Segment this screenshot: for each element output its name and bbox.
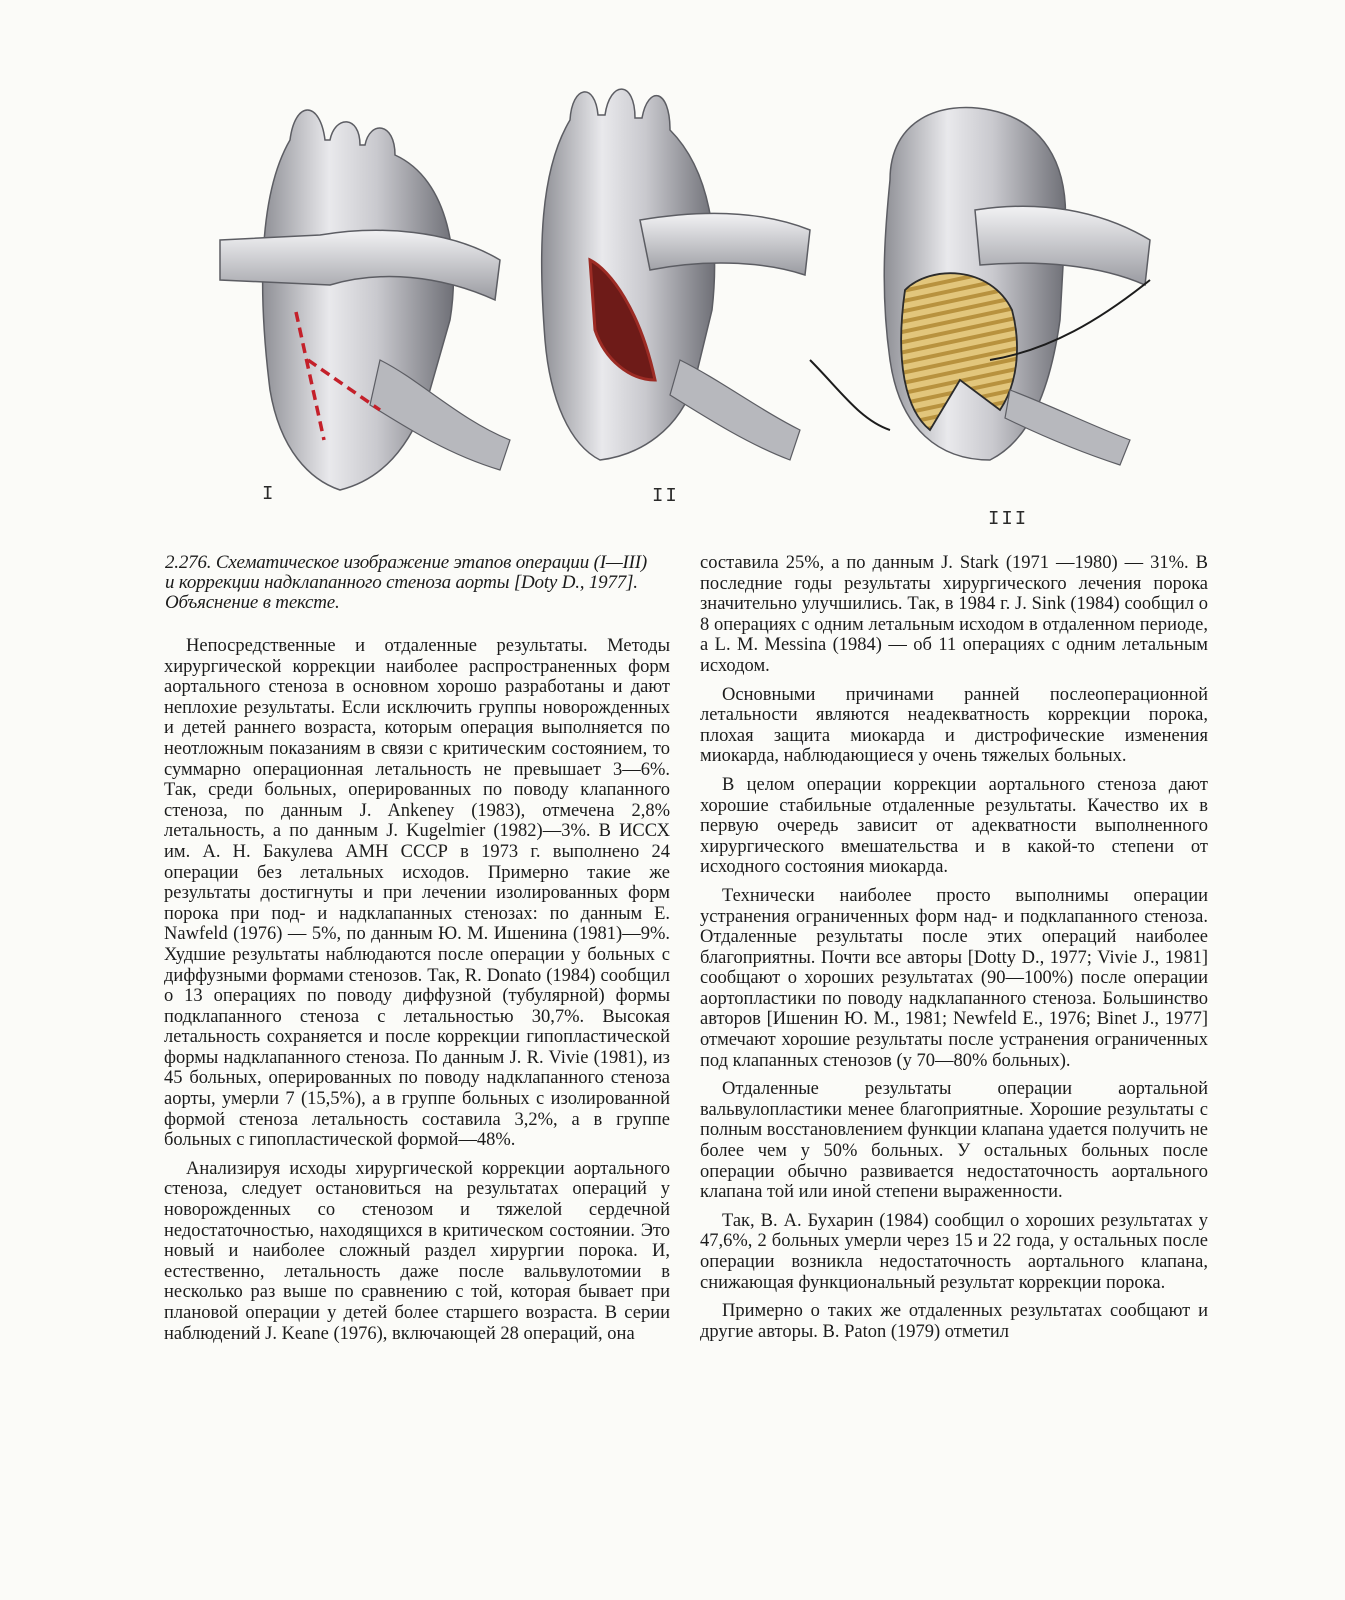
paragraph: Непосредственные и отдаленные результаты. Методы хирургической коррекции наиболее распространенных форм аортального стеноза в основном хорошо разработаны и дают неплохие результаты. Если исключить группы новорожденных и детей раннего возраста, которым операция выполняется по неотложным показаниям в связи с критическим состоянием, то суммарно операционная летальность не превышает 3—6%. Так, среди больных, оперированных по поводу клапанного стеноза, по данным J. Ankeney (1983), отмечена 2,8% летальность, а по данным J. Kugelmier (1982)—3%. В ИССХ им. А. Н. Бакулева АМН СССР в 1973 г. выполнено 24 операции без летальных исходов. Примерно такие же результаты достигнуты и при лечении изолированных форм порока при под- и надклапанных стенозах: по данным Е. Nawfeld (1976) — 5%, по данным Ю. М. Ишенина (1981)—9%. Худшие результаты наблюдаются после операции у больных с диффузными формами стенозов. Так, R. Donato (1984) сообщил о 13 операциях по поводу диффузной (тубулярной) формы подклапанного стеноза с летальностью 30,7%. Высокая летальность сохраняется и после коррекции гипопластической формы надклапанного стеноза. По данным J. R. Vivie (1981), из 45 больных, оперированных по поводу надклапанного стеноза аорты, умерли 7 (15,5%), а в группе больных с изолированной формой стеноза летальность составила 3,2%, а в группе больных с гипопластической формой—48%. <box>164 636 670 1151</box>
figure-aortic-surgery-stages <box>200 60 1200 550</box>
paragraph-continuation: составила 25%, а по данным J. Stark (1971 —1980) — 31%. В последние годы результаты хирургического лечения порока значительно улучшились. Так, в 1984 г. J. Sink (1984) сообщил о 8 операциях с одним летальным исходом в отдаленном периоде, а L. M. Messina (1984) — об 11 операциях с одним летальным исходом. <box>700 553 1208 676</box>
right-column <box>700 553 1208 1342</box>
paragraph: В целом операции коррекции аортального стеноза дают хорошие стабильные отдаленные результаты. Качество их в первую очередь зависит от адекватности выполненного хирургического вмешательства и в какой-то степени от исходного состояния миокарда. <box>700 774 1208 878</box>
paragraph: Основными причинами ранней послеоперационной летальности являются неадекватность коррекции порока, плохая защита миокарда и дистрофические изменения миокарда, наблюдающиеся у очень тяжелых больных. <box>700 684 1208 767</box>
paragraph: Анализируя исходы хирургической коррекции аортального стеноза, следует остановиться на результатах операций у новорожденных со стенозом и тяжелой сердечной недостаточностью, находящихся в критическом состоянии. Это новый и наиболее сложный раздел хирургии порока. И, естественно, летальность даже после вальвулотомии в несколько раз выше по сравнению с той, которая бывает при плановой операции у детей более старшего возраста. В серии наблюдений J. Keane (1976), включающей 28 операций, она <box>164 1158 670 1344</box>
panel-label-1: I <box>262 483 276 505</box>
paragraph: Отдаленные результаты операции аортальной вальвулопластики менее благоприятные. Хорошие результаты с полным восстановлением функции клапана удается получить не более чем у 50% больных. У остальных больных после операции обычно развивается недостаточность аортального клапана той или иной степени выраженности. <box>700 1079 1208 1203</box>
panel-3-heart-drawing <box>810 108 1150 465</box>
left-column <box>164 636 670 1344</box>
panel-label-3: III <box>988 508 1029 530</box>
paragraph: Так, В. А. Бухарин (1984) сообщил о хороших результатах у 47,6%, 2 больных умерли через 15 и 22 года, у остальных после операции возникла недостаточность аортального клапана, снижающая функциональный результат коррекции порока. <box>700 1210 1208 1293</box>
panel-1-heart-drawing <box>220 110 510 490</box>
figure-illustration <box>200 60 1200 550</box>
panel-2-heart-drawing <box>542 89 810 460</box>
figure-caption: 2.276. Схематическое изображение этапов операции (I—III) и коррекции надклапанного стеноза аорты [Doty D., 1977]. Объяснение в тексте. <box>165 552 648 613</box>
paragraph: Примерно о таких же отдаленных результатах сообщают и другие авторы. В. Paton (1979) отметил <box>700 1301 1208 1342</box>
paragraph: Технически наиболее просто выполнимы операции устранения ограниченных форм над- и подклапанного стеноза. Отдаленные результаты после этих операций наиболее благоприятны. Почти все авторы [Dotty D., 1977; Vivie J., 1981] сообщают о хороших результатах (90—100%) после операции аортопластики по поводу надклапанного стеноза. Большинство авторов [Ишенин Ю. М., 1981; Newfeld Е., 1976; Binet J., 1977] отмечают хорошие результаты после устранения ограниченных под клапанных стенозов (у 70—80% больных). <box>700 885 1208 1071</box>
panel-label-2: II <box>652 485 679 507</box>
